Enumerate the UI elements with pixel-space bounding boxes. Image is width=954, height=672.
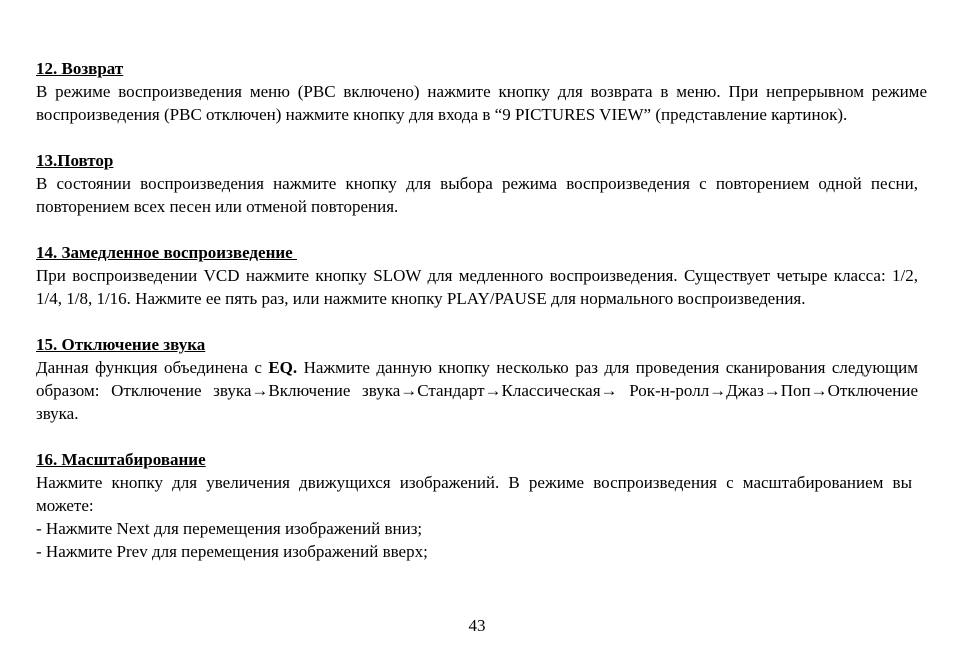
mute-text-part1: Данная функция объединена с <box>36 358 269 377</box>
zoom-list-item-next: - Нажмите Next для перемещения изображений вниз; <box>36 519 423 538</box>
section-heading-slow-playback: 14. Замедленное воспроизведение <box>36 243 297 262</box>
section-heading-zoom: 16. Масштабирование <box>36 450 206 469</box>
section-text-repeat: В состоянии воспроизведения нажмите кнопку для выбора режима воспроизведения с повторением одной песни, повторением всех песен или отменой повторения. <box>36 174 918 216</box>
section-text-return: В режиме воспроизведения меню (PBC включено) нажмите кнопку для возврата в меню. При непрерывном режиме воспроизведения (PBC отключен) нажмите кнопку для входа в “9 PICTURES VIEW” (представление картинок). <box>36 82 927 124</box>
section-text-mute <box>36 356 927 425</box>
zoom-list-item-prev: - Нажмите Prev для перемещения изображений вверх; <box>36 542 428 561</box>
document-page <box>36 57 927 563</box>
mute-text-part2: Нажмите данную кнопку несколько раз для проведения сканирования следующим образом: Отключение звука→Включение звука→Стандарт→Классическая→ Рок-н-ролл→Джаз→Поп→Отключение звука. <box>36 358 918 423</box>
page-number: 43 <box>468 616 486 635</box>
section-return <box>36 57 927 126</box>
section-heading-mute: 15. Отключение звука <box>36 335 206 354</box>
section-heading-return: 12. Возврат <box>36 59 124 78</box>
section-repeat <box>36 149 927 218</box>
section-text-slow-playback: При воспроизведении VCD нажмите кнопку SLOW для медленного воспроизведения. Существует четыре класса: 1/2, 1/4, 1/8, 1/16. Нажмите ее пять раз, или нажмите кнопку PLAY/PAUSE для нормального воспроизведения. <box>36 266 918 308</box>
section-mute <box>36 333 927 425</box>
section-zoom <box>36 448 927 563</box>
section-text-zoom: Нажмите кнопку для увеличения движущихся изображений. В режиме воспроизведения с масштабированием вы можете: <box>36 473 912 515</box>
section-heading-repeat: 13.Повтор <box>36 151 114 170</box>
section-slow-playback <box>36 241 927 310</box>
mute-text-eq: EQ. <box>268 358 298 377</box>
